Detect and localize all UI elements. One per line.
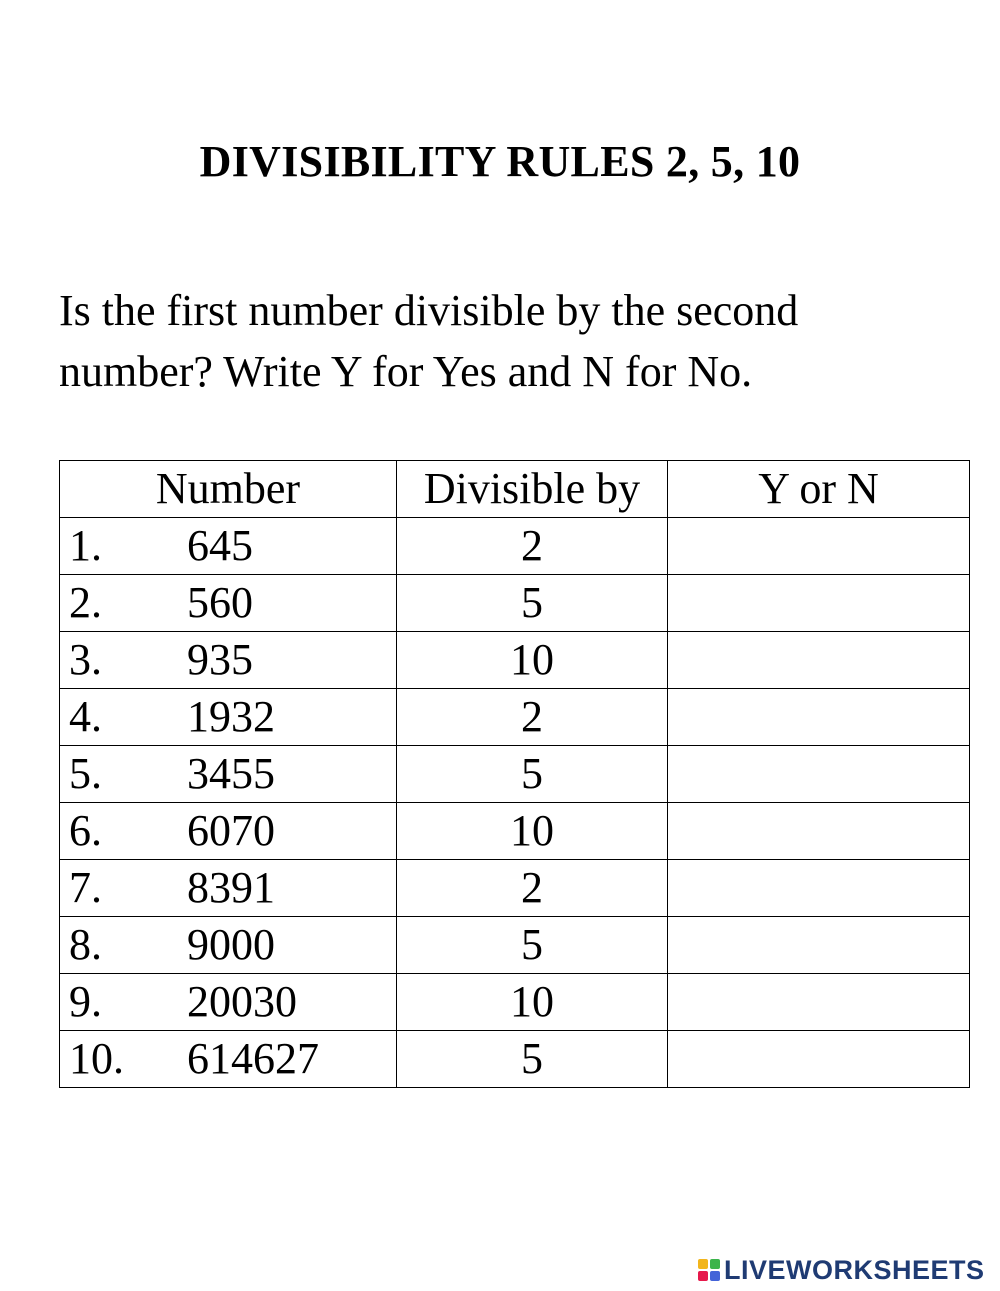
table-row: [60, 860, 970, 917]
divisor-cell: 5: [397, 575, 668, 632]
number-cell: [60, 632, 397, 689]
row-index: 6.: [69, 806, 102, 855]
row-index: 1.: [69, 521, 102, 570]
table-row: [60, 689, 970, 746]
instructions: [59, 280, 959, 402]
row-index: 9.: [69, 977, 102, 1026]
answer-cell[interactable]: [668, 974, 970, 1031]
number-cell: [60, 860, 397, 917]
answer-cell[interactable]: [668, 1031, 970, 1088]
logo-mark-icon: [698, 1259, 720, 1281]
divisor-cell: 2: [397, 689, 668, 746]
table-row: [60, 1031, 970, 1088]
answer-cell[interactable]: [668, 632, 970, 689]
row-index: 4.: [69, 692, 102, 741]
number-cell: [60, 974, 397, 1031]
answer-cell[interactable]: [668, 746, 970, 803]
logo-square: [710, 1259, 720, 1269]
number-cell: [60, 803, 397, 860]
number-cell: [60, 1031, 397, 1088]
liveworksheets-logo: [698, 1254, 985, 1286]
row-number: 1932: [187, 692, 275, 741]
divisor-cell: 2: [397, 860, 668, 917]
number-cell: [60, 575, 397, 632]
answer-cell[interactable]: [668, 689, 970, 746]
row-number: 6070: [187, 806, 275, 855]
logo-square: [710, 1271, 720, 1281]
divisor-cell: 5: [397, 746, 668, 803]
row-number: 614627: [187, 1034, 319, 1083]
answer-cell[interactable]: [668, 518, 970, 575]
row-number: 935: [187, 635, 253, 684]
header-divisible-by: Divisible by: [397, 461, 668, 518]
number-cell: [60, 746, 397, 803]
table-row: [60, 518, 970, 575]
instructions-line-1: Is the first number divisible by the second: [59, 286, 799, 335]
answer-cell[interactable]: [668, 575, 970, 632]
divisor-cell: 5: [397, 917, 668, 974]
row-number: 645: [187, 521, 253, 570]
logo-square: [698, 1259, 708, 1269]
divisor-cell: 10: [397, 632, 668, 689]
logo-square: [698, 1271, 708, 1281]
worksheet-title: DIVISIBILITY RULES 2, 5, 10: [199, 137, 801, 186]
row-index: 2.: [69, 578, 102, 627]
table-row: [60, 746, 970, 803]
logo-text: LIVEWORKSHEETS: [724, 1255, 985, 1285]
answer-cell[interactable]: [668, 917, 970, 974]
table-row: [60, 575, 970, 632]
row-index: 10.: [69, 1034, 124, 1083]
header-number: Number: [60, 461, 397, 518]
row-index: 5.: [69, 749, 102, 798]
row-number: 3455: [187, 749, 275, 798]
divisor-cell: 10: [397, 974, 668, 1031]
row-index: 3.: [69, 635, 102, 684]
row-number: 9000: [187, 920, 275, 969]
row-index: 8.: [69, 920, 102, 969]
divisor-cell: 10: [397, 803, 668, 860]
number-cell: [60, 917, 397, 974]
instructions-line-2: number? Write Y for Yes and N for No.: [59, 347, 753, 396]
number-cell: [60, 518, 397, 575]
table-row: [60, 632, 970, 689]
row-number: 20030: [187, 977, 297, 1026]
divisibility-table: [59, 460, 970, 1088]
answer-cell[interactable]: [668, 860, 970, 917]
row-number: 8391: [187, 863, 275, 912]
header-y-or-n: Y or N: [668, 461, 970, 518]
table-row: [60, 917, 970, 974]
row-number: 560: [187, 578, 253, 627]
divisor-cell: 2: [397, 518, 668, 575]
table-row: [60, 974, 970, 1031]
row-index: 7.: [69, 863, 102, 912]
number-cell: [60, 689, 397, 746]
answer-cell[interactable]: [668, 803, 970, 860]
divisor-cell: 5: [397, 1031, 668, 1088]
table-row: [60, 803, 970, 860]
table-header-row: [60, 461, 970, 518]
